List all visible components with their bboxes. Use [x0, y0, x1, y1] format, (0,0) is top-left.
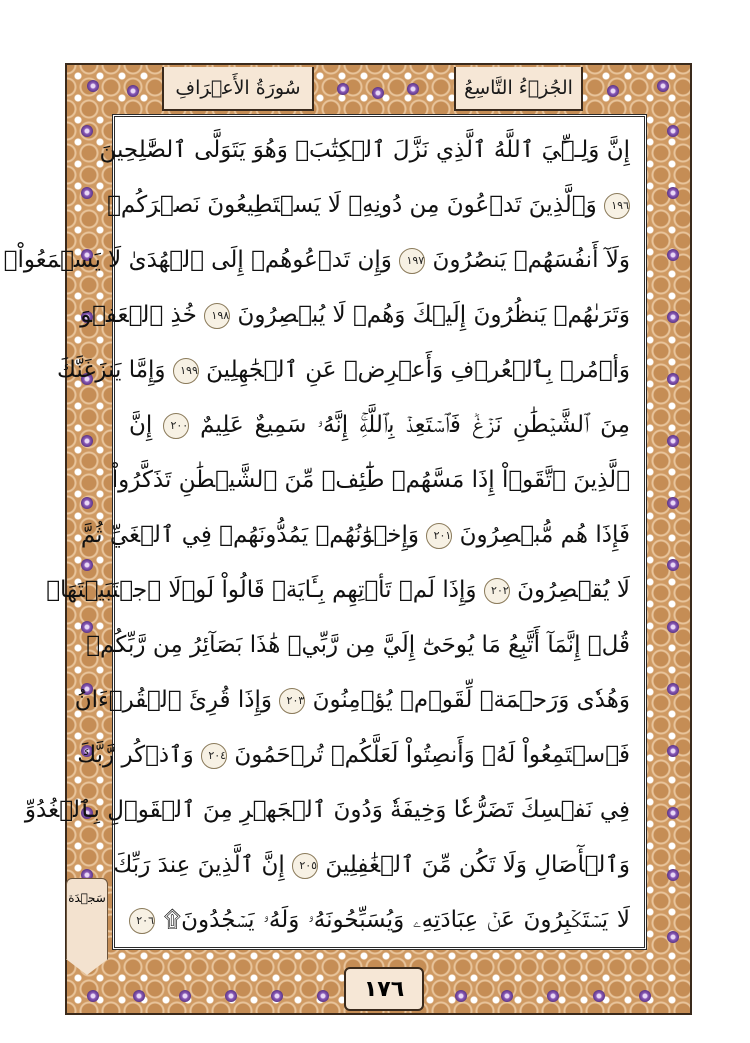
page-number — [344, 967, 424, 1011]
flower-icon — [133, 990, 145, 1002]
verse-text: ٱلَّذِينَ ٱتَّقَوۡاْ إِذَا مَسَّهُمۡ طَٰٓئِفٞ مِّنَ ٱلشَّيۡطَٰنِ تَذَكَّرُواْ — [111, 467, 630, 493]
verse-text: وَإِذَا قُرِئَ ٱلۡقُرۡءَانُ — [74, 687, 280, 713]
sajda-marker — [66, 878, 108, 960]
flower-icon — [667, 931, 679, 943]
juz-name: الجُزۡءُ التَّاسِعُ — [464, 77, 573, 99]
flower-icon — [455, 990, 467, 1002]
flower-icon — [407, 83, 419, 95]
verse-text: وَإِخۡوَٰنُهُمۡ يَمُدُّونَهُمۡ فِي ٱلۡغَيِّ ثُمَّ — [80, 522, 427, 548]
verse-line — [107, 180, 630, 230]
verse-text: فَٱسۡتَمِعُواْ لَهُۥ وَأَنصِتُواْ لَعَلَّكُمۡ تُرۡحَمُونَ — [227, 742, 630, 768]
verse-line — [86, 620, 630, 670]
flower-icon — [501, 990, 513, 1002]
flower-icon — [639, 990, 651, 1002]
flower-icon — [667, 125, 679, 137]
verse-text: وَإِذَا لَمۡ تَأۡتِهِم بِـَٔايَةٖ قَالُواْ لَوۡلَا ٱجۡتَبَيۡتَهَاۚ — [46, 577, 484, 603]
verse-line — [129, 400, 630, 450]
verse-line — [80, 510, 630, 560]
sajda-label: سَجۡدَة — [68, 891, 106, 905]
verse-text: إِنَّ — [129, 412, 164, 438]
verse-text: وَهُدٗى وَرَحۡمَةٞ لِّقَوۡمٖ يُؤۡمِنُونَ — [305, 687, 630, 713]
verse-text: إِنَّ وَلِـِّۧيَ ٱللَّهُ ٱلَّذِي نَزَّلَ ٱلۡكِتَٰبَۖ وَهُوَ يَتَوَلَّى ٱلصَّٰلِحِينَ — [99, 137, 630, 163]
verse-text: وَتَرَىٰهُمۡ يَنظُرُونَ إِلَيۡكَ وَهُمۡ لَا يُبۡصِرُونَ — [230, 302, 630, 328]
verse-text: قُلۡ إِنَّمَآ أَتَّبِعُ مَا يُوحَىٰٓ إِلَيَّ مِن رَّبِّيۚ هَٰذَا بَصَآئِرُ مِن رَّبِّكُمۡ — [86, 632, 630, 658]
flower-icon — [667, 249, 679, 261]
verse-text: مِنَ ٱلشَّيۡطَٰنِ نَزۡغٞ فَٱسۡتَعِذۡ بِٱللَّهِۚ إِنَّهُۥ سَمِيعٌ عَلِيمٌ — [189, 412, 630, 438]
flower-icon — [271, 990, 283, 1002]
flower-icon — [81, 125, 93, 137]
verse-number-marker: ٢٠٦ — [129, 908, 155, 934]
verse-text: وَإِن تَدۡعُوهُمۡ إِلَى ٱلۡهُدَىٰ لَا يَسۡمَعُواْۖ — [3, 247, 400, 273]
verse-number-marker: ٢٠٢ — [484, 578, 510, 604]
verse-text: خُذِ ٱلۡعَفۡوَ — [80, 302, 205, 328]
verse-number-marker: ١٩٧ — [399, 248, 425, 274]
flower-icon — [667, 497, 679, 509]
flower-icon — [667, 187, 679, 199]
verse-number-marker: ١٩٦ — [604, 193, 630, 219]
flower-icon — [667, 559, 679, 571]
flower-icon — [87, 80, 99, 92]
verse-line — [111, 455, 630, 505]
flower-icon — [81, 497, 93, 509]
verse-text: لَا يُقۡصِرُونَ — [509, 577, 630, 603]
verse-line — [113, 840, 630, 890]
flower-icon — [667, 373, 679, 385]
verse-text: وَٱلَّذِينَ تَدۡعُونَ مِن دُونِهِۦ لَا يَسۡتَطِيعُونَ نَصۡرَكُمۡ — [107, 192, 604, 218]
flower-icon — [547, 990, 559, 1002]
flower-icon — [179, 990, 191, 1002]
flower-icon — [667, 683, 679, 695]
verse-line — [3, 235, 630, 285]
verse-line — [77, 730, 630, 780]
flower-icon — [667, 435, 679, 447]
flower-icon — [81, 435, 93, 447]
verse-line — [57, 345, 630, 395]
verse-number-marker: ١٩٨ — [204, 303, 230, 329]
flower-icon — [667, 311, 679, 323]
flower-icon — [667, 745, 679, 757]
flower-icon — [593, 990, 605, 1002]
juz-name-box — [454, 67, 583, 111]
flower-icon — [225, 990, 237, 1002]
verse-line — [129, 895, 630, 945]
flower-icon — [87, 990, 99, 1002]
verse-text: إِنَّ ٱلَّذِينَ عِندَ رَبِّكَ — [113, 852, 293, 878]
flower-icon — [667, 621, 679, 633]
verse-number-marker: ١٩٩ — [173, 358, 199, 384]
flower-icon — [667, 869, 679, 881]
flower-icon — [607, 85, 619, 97]
verse-number-marker: ٢٠٣ — [279, 688, 305, 714]
verse-line — [80, 290, 630, 340]
verse-line — [46, 565, 630, 615]
flower-icon — [317, 990, 329, 1002]
flower-icon — [337, 83, 349, 95]
verse-text: فِي نَفۡسِكَ تَضَرُّعٗا وَخِيفَةٗ وَدُونَ ٱلۡجَهۡرِ مِنَ ٱلۡقَوۡلِ بِٱلۡغُدُوِّ — [24, 797, 630, 823]
flower-icon — [667, 807, 679, 819]
flower-icon — [372, 87, 384, 99]
verse-text: وَٱلۡأٓصَالِ وَلَا تَكُن مِّنَ ٱلۡغَٰفِلِينَ — [318, 852, 630, 878]
verse-text: وَأۡمُرۡ بِٱلۡعُرۡفِ وَأَعۡرِضۡ عَنِ ٱلۡجَٰهِلِينَ — [198, 357, 630, 383]
page-number-text: ١٧٦ — [363, 976, 405, 1002]
surah-name-box — [162, 67, 314, 111]
ornamental-frame — [3, 63, 692, 1015]
verse-number-marker: ٢٠٤ — [201, 743, 227, 769]
verse-line — [99, 125, 630, 175]
flower-icon — [81, 187, 93, 199]
flower-icon — [657, 80, 669, 92]
verse-text: لَا يَسۡتَكۡبِرُونَ عَنۡ عِبَادَتِهِۦ وَيُسَبِّحُونَهُۥ وَلَهُۥ يَسۡجُدُونَ۩ — [155, 907, 630, 933]
verse-line — [74, 675, 630, 725]
verse-text: وَٱذۡكُر رَّبَّكَ — [77, 742, 202, 768]
verse-line — [24, 785, 630, 835]
surah-name: سُورَةُ الأَعۡرَافِ — [175, 77, 301, 99]
verse-number-marker: ٢٠٠ — [163, 413, 189, 439]
verse-text: وَلَآ أَنفُسَهُمۡ يَنصُرُونَ — [425, 247, 630, 273]
verse-number-marker: ٢٠١ — [426, 523, 452, 549]
flower-icon — [127, 85, 139, 97]
verse-text: وَإِمَّا يَنزَغَنَّكَ — [57, 357, 173, 383]
verse-text: فَإِذَا هُم مُّبۡصِرُونَ — [452, 522, 630, 548]
verse-number-marker: ٢٠٥ — [292, 853, 318, 879]
